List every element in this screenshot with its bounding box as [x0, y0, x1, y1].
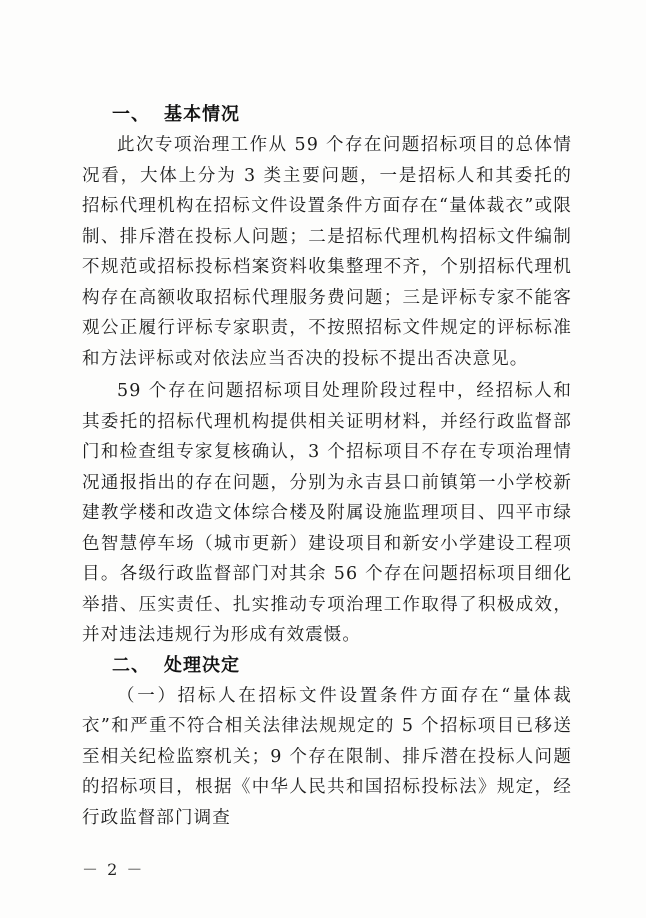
paragraph: 此次专项治理工作从 59 个存在问题招标项目的总体情况看，大体上分为 3 类主要问题，一是招标人和其委托的招标代理机构在招标文件设置条件方面存在“量体裁衣”或限制、排斥潜在投标人问题；二是招标代理机构招标文件编制不规范或招标投标档案资料收集整理不齐，个别招标代理机构存在高额收取招标代理服务费问题；三是评标专家不能客观公正履行评标专家职责，不按照招标文件规定的评标标准和方法评标或对依法应当否决的投标不提出否决意见。: [82, 135, 572, 369]
paragraph: （一）招标人在招标文件设置条件方面存在“量体裁衣”和严重不符合相关法律法规规定的 5 个招标项目已移送至相关纪检监察机关；9 个存在限制、排斥潜在投标人问题的招标项目，根据《中华人民共和国招标投标法》规定，经行政监督部门调查: [82, 685, 572, 828]
section-heading-basic-situation: [112, 100, 572, 130]
document-body: [82, 100, 572, 833]
page-number: － 2 －: [82, 860, 145, 879]
section-heading-handling-decision: [112, 651, 572, 681]
section-number: 一、: [112, 104, 150, 125]
section-number: 二、: [112, 654, 150, 676]
section-title: 处理决定: [164, 654, 240, 676]
section-title: 基本情况: [164, 104, 240, 125]
paragraph: 59 个存在问题招标项目处理阶段过程中，经招标人和其委托的招标代理机构提供相关证明材料，并经行政监督部门和检查组专家复核确认，3 个招标项目不存在专项治理情况通报指出的存在问题，分别为永吉县口前镇第一小学校新建教学楼和改造文体综合楼及附属设施监理项目、四平市绿色智慧停车场（城市更新）建设项目和新安小学建设工程项目。各级行政监督部门对其余 56 个存在问题招标项目细化举措、压实责任、扎实推动专项治理工作取得了积极成效，并对违法违规行为形成有效震慑。: [82, 381, 572, 645]
